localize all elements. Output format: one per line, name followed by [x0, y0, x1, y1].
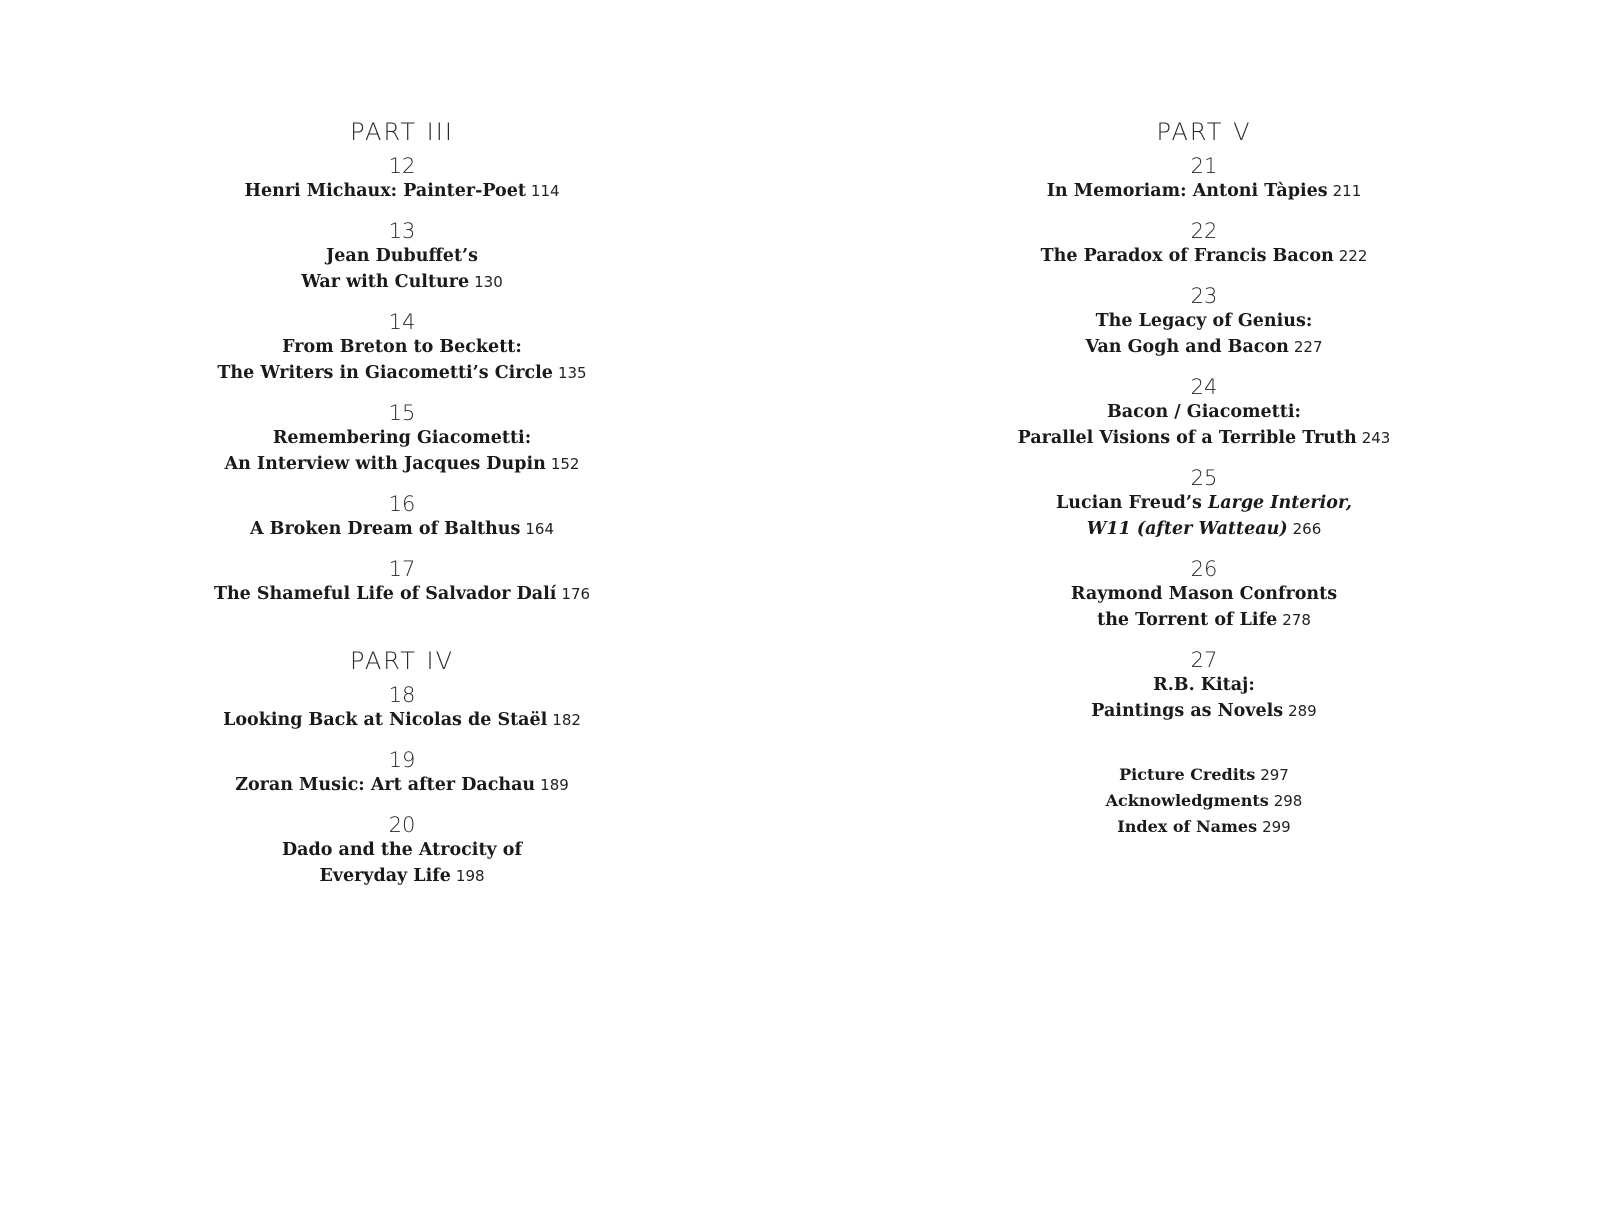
page-number: 243 [1361, 429, 1391, 447]
page-number: 176 [561, 585, 591, 603]
title-line: the Torrent of Life [1097, 610, 1278, 630]
chapter-title [122, 516, 682, 542]
title-line: Raymond Mason Confronts [1070, 584, 1338, 604]
page-number: 278 [1282, 611, 1311, 629]
back-matter-label: Index of Names [1117, 817, 1258, 836]
toc-entry [924, 375, 1484, 451]
page-number: 266 [1292, 520, 1322, 538]
page-number: 297 [1260, 766, 1289, 784]
chapter-title [122, 243, 682, 295]
title-line: Jean Dubuffet’s [326, 246, 478, 266]
toc-entry [122, 557, 682, 607]
chapter-number: 27 [1190, 648, 1218, 672]
chapter-number: 17 [388, 557, 416, 581]
chapter-title [122, 707, 682, 733]
chapter-number: 14 [388, 310, 416, 334]
chapter-title [122, 178, 682, 204]
title-line: An Interview with Jacques Dupin [224, 454, 546, 474]
title-line: Zoran Music: Art after Dachau [235, 775, 536, 795]
chapter-number: 13 [388, 219, 416, 243]
toc-entry [122, 219, 682, 295]
toc-right-page [924, 118, 1484, 840]
toc-entry [122, 813, 682, 889]
chapter-number: 20 [388, 813, 416, 837]
chapter-title [924, 308, 1484, 360]
page-number: 289 [1288, 702, 1317, 720]
title-line: Parallel Visions of a Terrible Truth [1017, 428, 1357, 448]
artwork-title: Large Interior, [1207, 493, 1352, 513]
toc-entry [924, 154, 1484, 204]
chapter-title [122, 334, 682, 386]
back-matter-list [924, 762, 1484, 840]
toc-entry [122, 492, 682, 542]
chapter-title [122, 425, 682, 477]
page-number: 152 [550, 455, 580, 473]
part-heading: PART V [1156, 118, 1252, 146]
title-line: Lucian Freud’s [1055, 493, 1208, 513]
back-matter-label: Acknowledgments [1105, 791, 1269, 810]
toc-entry [924, 284, 1484, 360]
title-line: Everyday Life [319, 866, 451, 886]
page-number: 130 [474, 273, 503, 291]
page-number: 135 [557, 364, 587, 382]
page-number: 189 [540, 776, 569, 794]
chapter-number: 19 [388, 748, 416, 772]
chapter-title [122, 581, 682, 607]
chapter-title [924, 243, 1484, 269]
chapter-number: 24 [1190, 375, 1218, 399]
chapter-title [122, 772, 682, 798]
chapter-number: 18 [388, 683, 416, 707]
back-matter-item [924, 762, 1484, 788]
title-line: R.B. Kitaj: [1153, 675, 1255, 695]
chapter-number: 26 [1190, 557, 1218, 581]
part-heading: PART IV [349, 647, 455, 675]
toc-entry [924, 557, 1484, 633]
title-line: Bacon / Giacometti: [1107, 402, 1301, 422]
toc-entry [122, 401, 682, 477]
title-line: A Broken Dream of Balthus [249, 519, 521, 539]
title-line: Dado and the Atrocity of [281, 840, 523, 860]
chapter-title [924, 399, 1484, 451]
chapter-title [924, 672, 1484, 724]
title-line: Paintings as Novels [1091, 701, 1284, 721]
chapter-number: 21 [1190, 154, 1218, 178]
title-line: In Memoriam: Antoni Tàpies [1046, 181, 1328, 201]
page-number: 114 [530, 182, 560, 200]
toc-entry [122, 310, 682, 386]
title-line: Henri Michaux: Painter-Poet [244, 181, 526, 201]
toc-entry [122, 748, 682, 798]
page-number: 164 [525, 520, 554, 538]
title-line: War with Culture [301, 272, 470, 292]
chapter-number: 25 [1190, 466, 1218, 490]
page-number: 299 [1262, 818, 1291, 836]
chapter-title [924, 178, 1484, 204]
page-number: 198 [455, 867, 485, 885]
back-matter-item [924, 788, 1484, 814]
chapter-number: 15 [388, 401, 416, 425]
chapter-number: 12 [388, 154, 416, 178]
page-number: 227 [1293, 338, 1323, 356]
toc-entry [924, 466, 1484, 542]
title-line: Looking Back at Nicolas de Staël [223, 710, 548, 730]
title-line: Van Gogh and Bacon [1085, 337, 1289, 357]
toc-entry [924, 648, 1484, 724]
toc-left-page [122, 118, 682, 904]
title-line: Remembering Giacometti: [272, 428, 532, 448]
chapter-number: 22 [1190, 219, 1218, 243]
toc-entry [122, 154, 682, 204]
title-line: The Shameful Life of Salvador Dalí [213, 584, 557, 604]
toc-entry [924, 219, 1484, 269]
page-number: 211 [1332, 182, 1362, 200]
title-line: The Writers in Giacometti’s Circle [217, 363, 553, 383]
title-line: The Paradox of Francis Bacon [1040, 246, 1334, 266]
artwork-title: W11 (after Watteau) [1086, 519, 1288, 539]
toc-entry [122, 683, 682, 733]
back-matter-label: Picture Credits [1119, 765, 1256, 784]
title-line: The Legacy of Genius: [1095, 311, 1313, 331]
page-number: 222 [1338, 247, 1368, 265]
page-number: 298 [1273, 792, 1303, 810]
chapter-number: 23 [1190, 284, 1218, 308]
chapter-title [122, 837, 682, 889]
chapter-title [924, 581, 1484, 633]
back-matter-item [924, 814, 1484, 840]
title-line: From Breton to Beckett: [282, 337, 522, 357]
page-number: 182 [552, 711, 581, 729]
chapter-title [924, 490, 1484, 542]
part-heading: PART III [350, 118, 454, 146]
chapter-number: 16 [388, 492, 416, 516]
